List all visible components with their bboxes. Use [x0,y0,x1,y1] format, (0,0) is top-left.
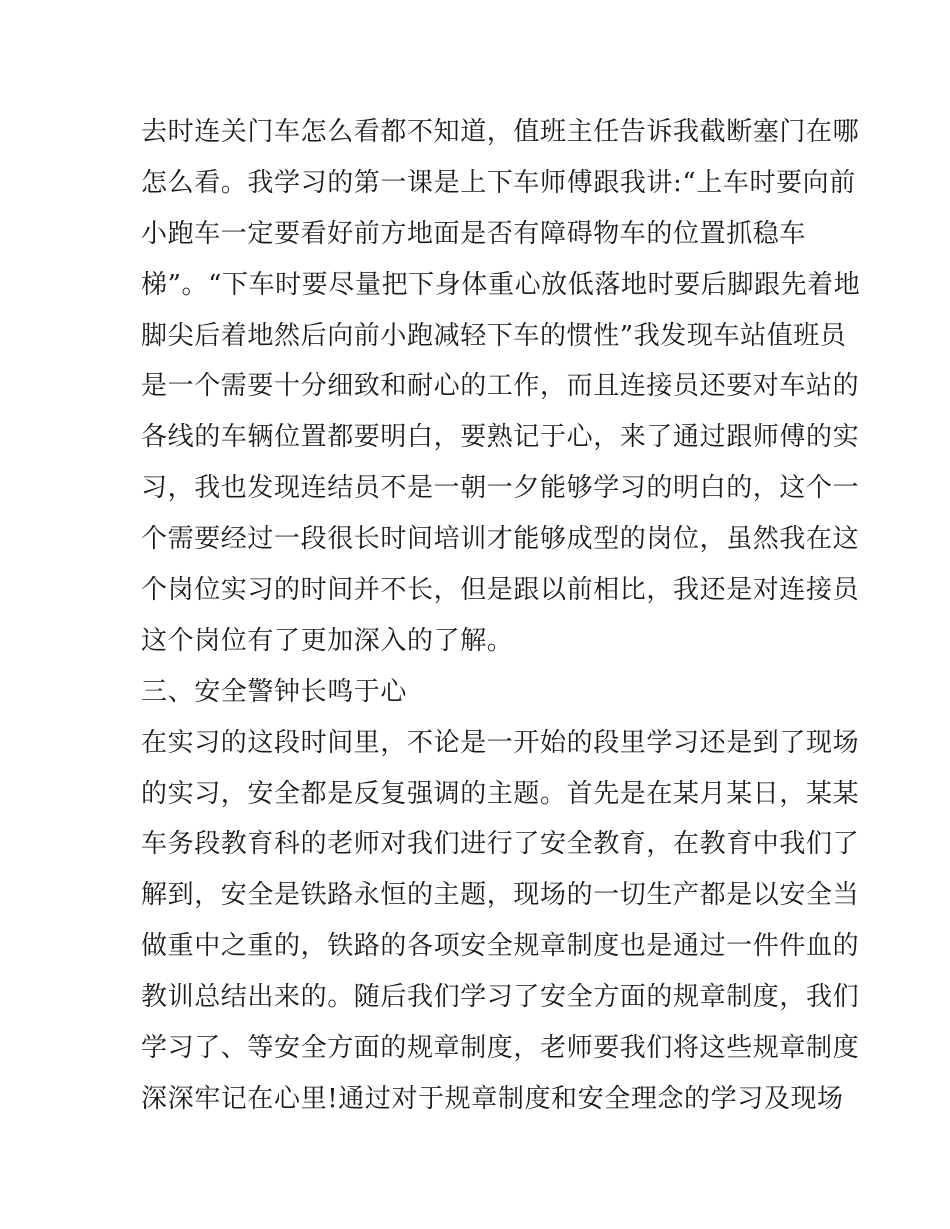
text-line: 怎么看。我学习的第一课是上下车师傅跟我讲:“上车时要向前 [141,167,856,198]
section-heading: 三、安全警钟长鸣于心 [141,676,408,707]
text-line: 深深牢记在心里!通过对于规章制度和安全理念的学习及现场 [141,1083,844,1114]
text-line: 这个岗位有了更加深入的了解。 [141,625,514,656]
text-line: 是一个需要十分细致和耐心的工作，而且连接员还要对车站的 [141,371,860,402]
text-line: 的实习，安全都是反复强调的主题。首先是在某月某日，某某 [141,778,860,809]
text-line: 小跑车一定要看好前方地面是否有障碍物车的位置抓稳车 [141,218,807,249]
text-line: 个需要经过一段很长时间培训才能够成型的岗位，虽然我在这 [141,524,860,555]
text-line: 习，我也发现连结员不是一朝一夕能够学习的明白的，这个一 [141,473,860,504]
text-line: 在实习的这段时间里，不论是一开始的段里学习还是到了现场 [141,727,860,758]
text-line: 车务段教育科的老师对我们进行了安全教育，在教育中我们了 [141,829,860,860]
text-line: 做重中之重的，铁路的各项安全规章制度也是通过一件件血的 [141,931,860,962]
text-line: 解到，安全是铁路永恒的主题，现场的一切生产都是以安全当 [141,880,860,911]
text-line: 学习了、等安全方面的规章制度，老师要我们将这些规章制度 [141,1033,860,1064]
text-line: 教训总结出来的。随后我们学习了安全方面的规章制度，我们 [141,982,860,1013]
text-line: 各线的车辆位置都要明白，要熟记于心，来了通过跟师傅的实 [141,422,860,453]
text-line: 去时连关门车怎么看都不知道，值班主任告诉我截断塞门在哪 [141,117,860,147]
text-line: 脚尖后着地然后向前小跑减轻下车的惯性”我发现车站值班员 [141,320,847,351]
text-line: 个岗位实习的时间并不长，但是跟以前相比，我还是对连接员 [141,575,860,606]
text-line: 梯”。“下车时要尽量把下身体重心放低落地时要后脚跟先着地 [141,269,861,300]
body-text [141,107,861,1125]
